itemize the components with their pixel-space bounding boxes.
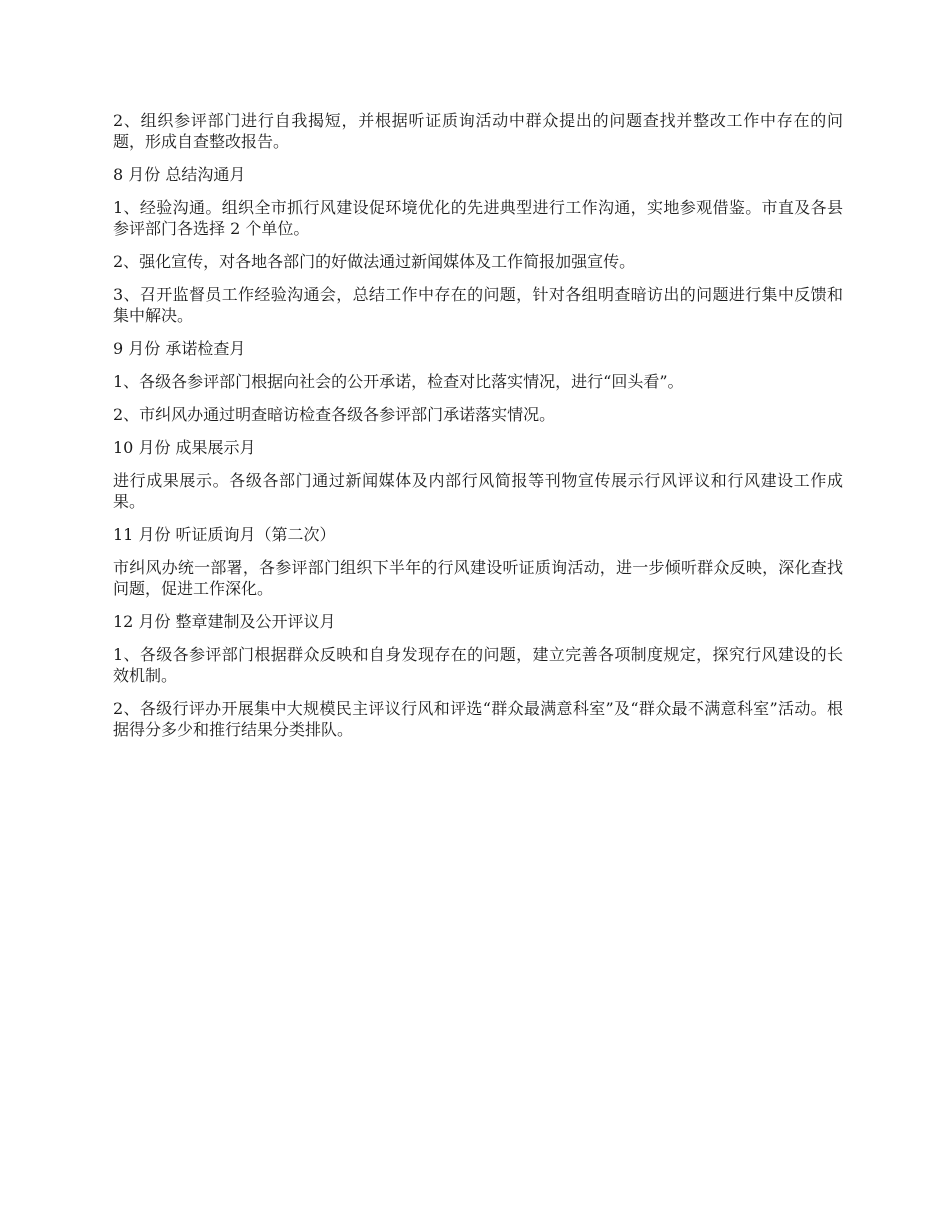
section-heading: 12 月份 整章建制及公开评议月 [113, 612, 336, 631]
paragraph: 1、经验沟通。组织全市抓行风建设促环境优化的先进典型进行工作沟通，实地参观借鉴。市直及各县参评部门各选择 2 个单位。 [113, 198, 843, 238]
section-heading: 10 月份 成果展示月 [113, 438, 256, 457]
paragraph: 2、强化宣传，对各地各部门的好做法通过新闻媒体及工作简报加强宣传。 [113, 252, 636, 271]
paragraph: 1、各级各参评部门根据向社会的公开承诺，检查对比落实情况，进行“回头看”。 [113, 372, 684, 391]
section-heading: 9 月份 承诺检查月 [113, 339, 246, 358]
document-page [113, 110, 843, 752]
paragraph: 2、市纠风办通过明查暗访检查各级各参评部门承诺落实情况。 [113, 405, 556, 424]
section-heading: 11 月份 听证质询月（第二次） [113, 525, 336, 544]
paragraph: 市纠风办统一部署，各参评部门组织下半年的行风建设听证质询活动，进一步倾听群众反映，深化查找问题，促进工作深化。 [113, 558, 843, 598]
paragraph: 2、各级行评办开展集中大规模民主评议行风和评选“群众最满意科室”及“群众最不满意科室”活动。根据得分多少和推行结果分类排队。 [113, 699, 843, 739]
paragraph: 2、组织参评部门进行自我揭短，并根据听证质询活动中群众提出的问题查找并整改工作中存在的问题，形成自查整改报告。 [113, 111, 843, 151]
paragraph: 1、各级各参评部门根据群众反映和自身发现存在的问题，建立完善各项制度规定，探究行风建设的长效机制。 [113, 645, 843, 685]
section-heading: 8 月份 总结沟通月 [113, 165, 246, 184]
paragraph: 进行成果展示。各级各部门通过新闻媒体及内部行风简报等刊物宣传展示行风评议和行风建设工作成果。 [113, 471, 843, 511]
paragraph: 3、召开监督员工作经验沟通会，总结工作中存在的问题，针对各组明查暗访出的问题进行集中反馈和集中解决。 [113, 285, 843, 325]
